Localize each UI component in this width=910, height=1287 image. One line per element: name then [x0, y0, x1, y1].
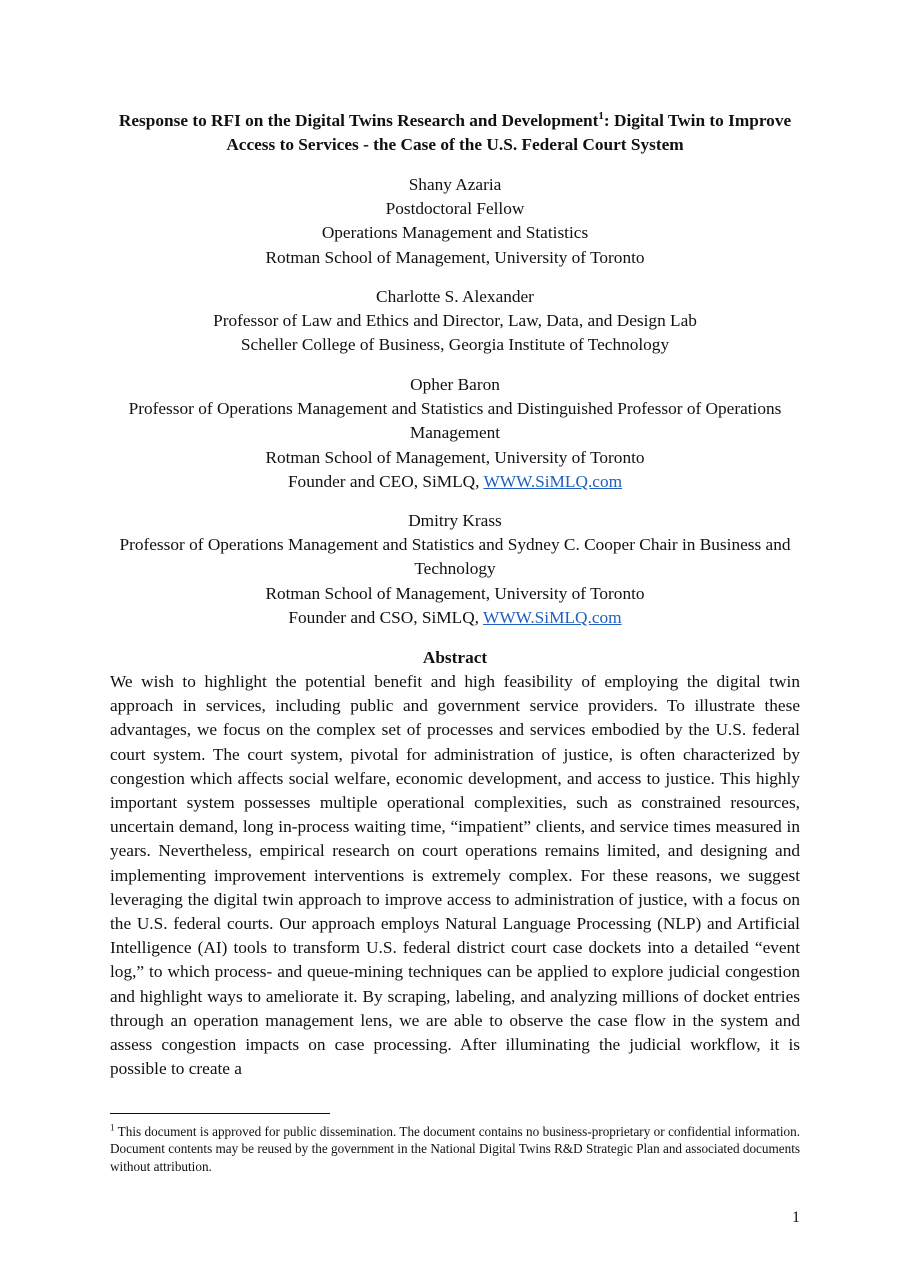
author-affiliation: Professor of Law and Ethics and Director, Law, Data, and Design Lab [213, 311, 697, 331]
author-name: Dmitry Krass [408, 511, 502, 530]
author-name: Shany Azaria [408, 175, 502, 194]
founder-role: Founder and CSO, SiMLQ, [288, 607, 484, 627]
author-block-alexander [110, 285, 800, 358]
author-affiliation: Rotman School of Management, University of Toronto [265, 583, 645, 603]
author-affiliation: Professor of Operations Management and Statistics and Sydney C. Cooper Chair in Business and Technology [119, 535, 791, 579]
author-block-azaria [110, 173, 800, 270]
author-affiliation: Professor of Operations Management and Statistics and Distinguished Professor of Operations Management [128, 399, 782, 443]
founder-role: Founder and CEO, SiMLQ, [287, 471, 484, 491]
author-block-krass [110, 509, 800, 630]
abstract-body: We wish to highlight the potential benefit and high feasibility of employing the digital twin approach in services, including public and government service providers. To illustrate these advantages, we focus on the complex set of processes and services embodied by the U.S. federal court system. The court system, pivotal for administration of justice, is often characterized by congestion which affects social welfare, economic development, and access to justice. This highly important system possesses multiple operational complexities, such as constrained resources, uncertain demand, long in-process waiting time, “impatient” clients, and service times measured in years. Nevertheless, empirical research on court operations remains limited, and designing and implementing improvement interventions is extremely complex. For these reasons, we suggest leveraging the digital twin approach to improve access to administration of justice, with a focus on the U.S. federal courts. Our approach employs Natural Language Processing (NLP) and Artificial Intelligence (AI) tools to transform U.S. federal district court case dockets into a detailed “event log,” to which process- and queue-mining techniques can be applied to explore judicial congestion and highlight ways to ameliorate it. By scraping, labeling, and analyzing millions of docket entries through an operation management lens, we are able to observe the case flow in the system and assess congestion impacts on case processing. After illuminating the judicial workflow, it is possible to create a [110, 672, 800, 1079]
footnote-text: This document is approved for public dissemination. The document contains no business-proprietary or confidential information. Document contents may be reused by the government in the National Digital Twins R&D Strategic Plan and associated documents without attribution. [110, 1124, 801, 1174]
footnote [110, 1123, 800, 1175]
title-footnote-marker: 1 [598, 110, 604, 123]
author-affiliation: Rotman School of Management, University of Toronto [265, 447, 645, 467]
author-affiliation: Rotman School of Management, University of Toronto [265, 247, 645, 267]
footnote-divider [110, 1113, 330, 1114]
title-text: Response to RFI on the Digital Twins Research and Development [118, 111, 599, 130]
author-block-baron [110, 373, 800, 494]
abstract-heading: Abstract [422, 648, 488, 667]
simlq-link[interactable]: WWW.SiMLQ.com [483, 607, 622, 627]
paper-title [110, 109, 800, 157]
author-affiliation: Operations Management and Statistics [321, 223, 589, 243]
title-text-continued: : Digital Twin to Improve Access to Services - the Case of the U.S. Federal Court System [226, 111, 792, 154]
page-number: 1 [792, 1209, 800, 1226]
author-name: Charlotte S. Alexander [376, 287, 534, 306]
author-affiliation: Postdoctoral Fellow [385, 199, 525, 219]
footnote-marker: 1 [110, 1122, 115, 1133]
author-founder-line [110, 606, 800, 630]
author-name: Opher Baron [410, 375, 500, 394]
author-founder-line [110, 470, 800, 494]
simlq-link[interactable]: WWW.SiMLQ.com [483, 471, 623, 491]
author-affiliation: Scheller College of Business, Georgia Institute of Technology [240, 335, 670, 355]
